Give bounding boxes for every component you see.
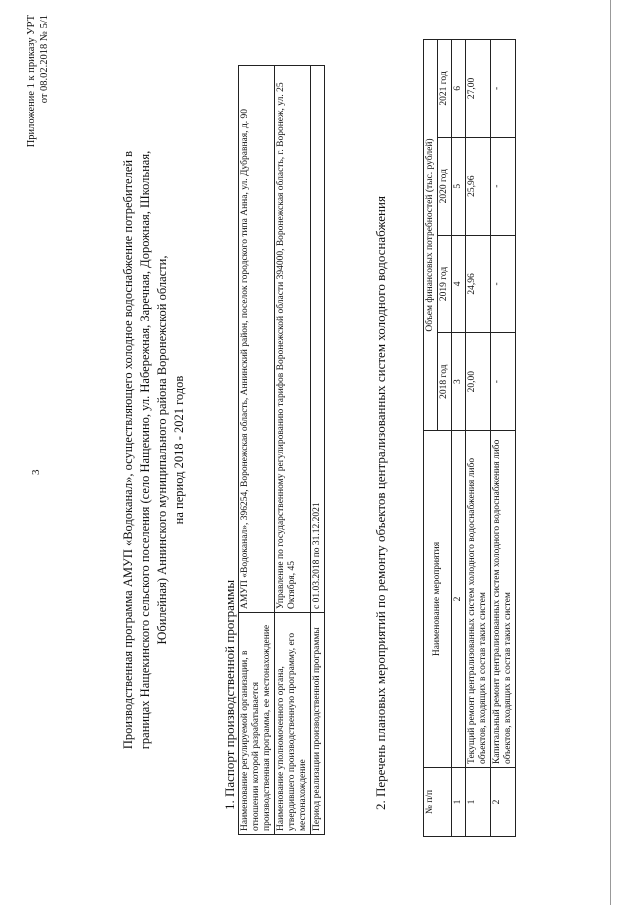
passport-value: Управление по государственному регулированию тарифов Воронежской области 394000, Воронежская область, г. Воронеж, ул. 25 Октября, 45 xyxy=(275,66,311,613)
appendix-note xyxy=(25,15,51,205)
header-year: 2021 год xyxy=(438,40,452,138)
section-1-heading: 1. Паспорт производственной программы xyxy=(222,579,237,810)
passport-value: с 01.03.2018 по 31.12.2021 xyxy=(311,66,325,613)
document-title xyxy=(120,80,188,820)
row-num: 1 xyxy=(466,768,491,837)
row-value: - xyxy=(491,137,516,235)
header-year: 2018 год xyxy=(438,333,452,431)
row-value: 20,00 xyxy=(466,333,491,431)
row-value: - xyxy=(491,235,516,333)
table-row xyxy=(275,66,311,835)
index-cell: 3 xyxy=(452,333,466,431)
scan-edge-line xyxy=(610,0,611,905)
appendix-line-1: Приложение 1 к приказу УРТ xyxy=(26,15,37,148)
section-2-heading: 2. Перечень плановых мероприятий по ремонту объектов централизованных систем холодного водоснабжения xyxy=(373,196,388,810)
activities-table xyxy=(423,39,516,837)
header-activity-name: Наименование мероприятия xyxy=(424,431,452,768)
header-year: 2020 год xyxy=(438,137,452,235)
header-financial-volume: Объем финансовых потребностей (тыс. рублей) xyxy=(424,40,438,431)
passport-label: Наименование регулируемой организации, в отношении которой разрабатывается производственная программа, ее местонахождение xyxy=(239,613,275,835)
table-row xyxy=(491,40,516,837)
row-value: - xyxy=(491,40,516,138)
index-cell: 5 xyxy=(452,137,466,235)
table-row xyxy=(466,40,491,837)
table-row xyxy=(239,66,275,835)
table-index-row xyxy=(452,40,466,837)
header-num: № п/п xyxy=(424,768,452,837)
row-value: 27,00 xyxy=(466,40,491,138)
passport-table xyxy=(238,65,325,835)
passport-value: АМУП «Водоканал», 396254, Воронежская область, Аннинский район, поселок городского типа Анна, ул. Дубравная, д. 90 xyxy=(239,66,275,613)
title-line-1: Производственная программа АМУП «Водоканал», осуществляющего холодное водоснабжение потребителей в xyxy=(121,150,135,750)
row-value: 24,96 xyxy=(466,235,491,333)
title-line-2: границах Нащекинского сельского поселения (село Нащекино, ул. Набережная, Заречная, Дорожная, Школьная, xyxy=(138,150,152,750)
row-value: 25,96 xyxy=(466,137,491,235)
page-number: 3 xyxy=(30,469,42,475)
table-row xyxy=(311,66,325,835)
index-cell: 2 xyxy=(452,431,466,768)
table-header-row xyxy=(424,40,438,837)
passport-label: Наименование уполномоченного органа, утвердившего производственную программу, его местонахождение xyxy=(275,613,311,835)
row-num: 2 xyxy=(491,768,516,837)
passport-label: Период реализации производственной программы xyxy=(311,613,325,835)
title-line-4: на период 2018 - 2021 годов xyxy=(172,375,186,525)
appendix-line-2: от 08.02.2018 № 5/1 xyxy=(39,15,50,104)
index-cell: 6 xyxy=(452,40,466,138)
title-line-3: Юбилейная) Аннинского муниципального района Воронежской области, xyxy=(155,255,169,645)
row-activity-name: Текущий ремонт централизованных систем холодного водоснабжения либо объектов, входящих в состав таких систем xyxy=(466,431,491,768)
index-cell: 1 xyxy=(452,768,466,837)
row-activity-name: Капитальный ремонт централизованных систем холодного водоснабжения либо объектов, входящих в состав таких систем xyxy=(491,431,516,768)
row-value: - xyxy=(491,333,516,431)
index-cell: 4 xyxy=(452,235,466,333)
header-year: 2019 год xyxy=(438,235,452,333)
